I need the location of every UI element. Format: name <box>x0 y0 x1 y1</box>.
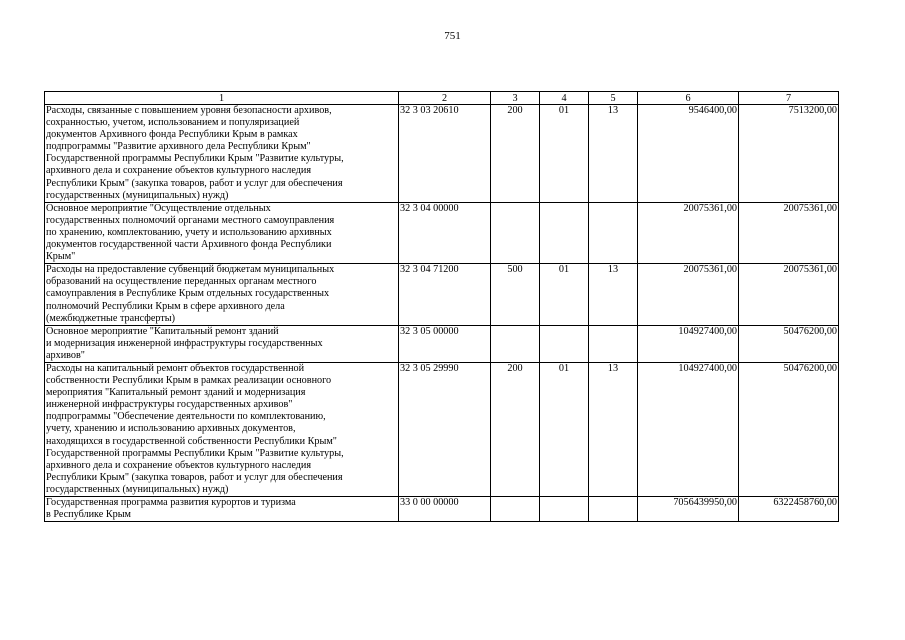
item-description: Расходы на капитальный ремонт объектов государственной собственности Республики Крым в рамках реализации основного мероприятия "Капитальный ремонт зданий и модернизация инженерной инфраструктуры государственных архивов" подпрограммы "Обеспечение деятельности по комплектованию, учету, хранению и использованию архивных документов, находящихся в государственной собственности Республики Крым" Государственной программы Республики Крым "Развитие культуры, архивного дела и сохранение объектов культурного наследия Республики Крым" (закупка товаров, работ и услуг для обеспечения государственных (муниципальных) нужд) <box>45 362 399 496</box>
table-row <box>45 497 839 522</box>
column-header: 4 <box>540 92 589 105</box>
subsection-code: 13 <box>589 264 638 325</box>
column-header: 5 <box>589 92 638 105</box>
item-description: Расходы, связанные с повышением уровня безопасности архивов, сохранностью, учетом, использованием и популяризацией документов Архивного фонда Республики Крым в рамках подпрограммы "Развитие архивного дела Республики Крым" Государственной программы Республики Крым "Развитие культуры, архивного дела и сохранение объектов культурного наследия Республики Крым" (закупка товаров, работ и услуг для обеспечения государственных (муниципальных) нужд) <box>45 105 399 203</box>
amount-column-7: 20075361,00 <box>739 264 839 325</box>
table-row <box>45 202 839 263</box>
subsection-code: 13 <box>589 105 638 203</box>
column-header: 1 <box>45 92 399 105</box>
subsection-code: 13 <box>589 362 638 496</box>
budget-code: 32 3 03 20610 <box>399 105 491 203</box>
section-code <box>540 497 589 522</box>
table-row <box>45 105 839 203</box>
section-code: 01 <box>540 362 589 496</box>
expense-type-code <box>491 325 540 362</box>
expense-type-code <box>491 202 540 263</box>
item-description: Основное мероприятие "Осуществление отдельных государственных полномочий органами местного самоуправления по хранению, комплектованию, учету и использованию архивных документов государственной части Архивного фонда Республики Крым" <box>45 202 399 263</box>
expense-type-code: 200 <box>491 362 540 496</box>
budget-code: 32 3 04 00000 <box>399 202 491 263</box>
section-code <box>540 325 589 362</box>
expense-type-code: 500 <box>491 264 540 325</box>
amount-column-6: 104927400,00 <box>638 362 739 496</box>
column-header: 7 <box>739 92 839 105</box>
column-header: 6 <box>638 92 739 105</box>
expense-type-code: 200 <box>491 105 540 203</box>
section-code: 01 <box>540 105 589 203</box>
amount-column-6: 20075361,00 <box>638 202 739 263</box>
table-row <box>45 325 839 362</box>
expense-type-code <box>491 497 540 522</box>
column-header: 3 <box>491 92 540 105</box>
column-header: 2 <box>399 92 491 105</box>
amount-column-7: 6322458760,00 <box>739 497 839 522</box>
amount-column-7: 20075361,00 <box>739 202 839 263</box>
table-row <box>45 362 839 496</box>
amount-column-6: 7056439950,00 <box>638 497 739 522</box>
subsection-code <box>589 497 638 522</box>
item-description: Государственная программа развития курортов и туризма в Республике Крым <box>45 497 399 522</box>
page-number: 751 <box>444 30 461 42</box>
table-row <box>45 264 839 325</box>
item-description: Расходы на предоставление субвенций бюджетам муниципальных образований на осуществление переданных органам местного самоуправления в Республике Крым отдельных государственных полномочий Республики Крым в сфере архивного дела (межбюджетные трансферты) <box>45 264 399 325</box>
item-description: Основное мероприятие "Капитальный ремонт зданий и модернизация инженерной инфраструктуры государственных архивов" <box>45 325 399 362</box>
column-number-row <box>45 92 839 105</box>
subsection-code <box>589 325 638 362</box>
amount-column-6: 104927400,00 <box>638 325 739 362</box>
budget-code: 32 3 05 29990 <box>399 362 491 496</box>
amount-column-7: 50476200,00 <box>739 362 839 496</box>
budget-code: 32 3 04 71200 <box>399 264 491 325</box>
amount-column-6: 20075361,00 <box>638 264 739 325</box>
budget-table <box>44 91 839 522</box>
section-code <box>540 202 589 263</box>
amount-column-7: 50476200,00 <box>739 325 839 362</box>
subsection-code <box>589 202 638 263</box>
amount-column-7: 7513200,00 <box>739 105 839 203</box>
amount-column-6: 9546400,00 <box>638 105 739 203</box>
budget-code: 33 0 00 00000 <box>399 497 491 522</box>
budget-code: 32 3 05 00000 <box>399 325 491 362</box>
section-code: 01 <box>540 264 589 325</box>
